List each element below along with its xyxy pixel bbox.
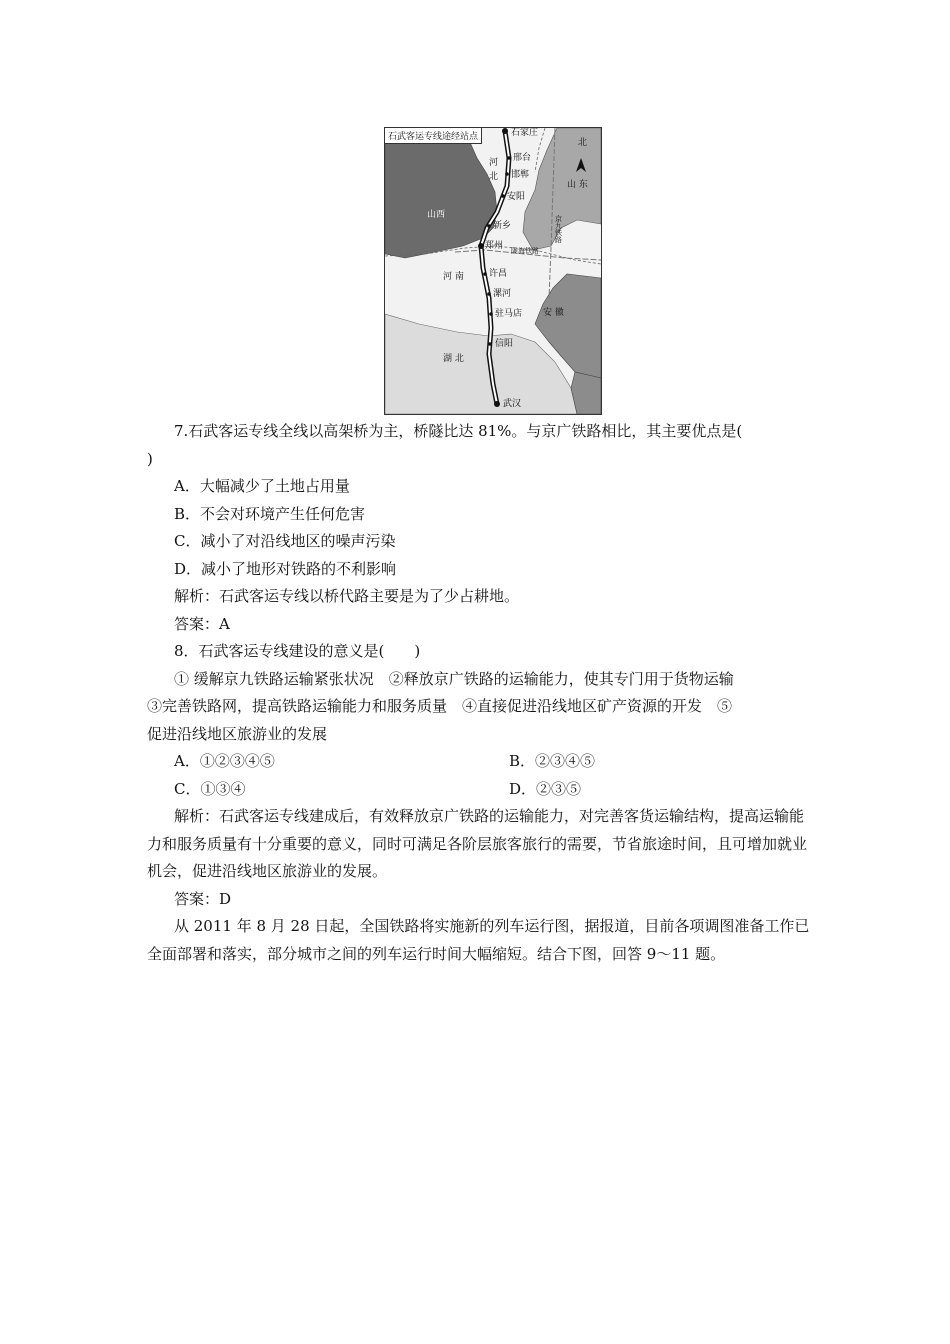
q7-option-d: D．减小了地形对铁路的不利影响 (174, 559, 397, 578)
q7-answer: 答案：A (174, 614, 230, 633)
q8-stem: 8．石武客运专线建设的意义是( ) (174, 642, 421, 660)
intro-9-11: 从 2011 年 8 月 28 日起，全国铁路将实施新的列车运行图，据报道，目前各项调图准备工作已全面部署和落实，部分城市之间的列车运行时间大幅缩短。结合下图，回答 9～11 题。 (147, 917, 810, 963)
station-dot-xingtai (507, 156, 511, 160)
q7-analysis: 解析：石武客运专线以桥代路主要是为了少占耕地。 (174, 587, 520, 605)
region-label-hebei-1: 河 (489, 158, 499, 168)
station-label: 石家庄 (511, 128, 539, 138)
station-label: 驻马店 (495, 309, 523, 319)
station-dot-xinxiang (487, 224, 491, 228)
q7-option-c: C．减小了对沿线地区的噪声污染 (174, 532, 396, 550)
q8-option-d: D．②③⑤ (509, 779, 582, 798)
north-label: 北 (578, 138, 588, 148)
region-label-hebei-2: 北 (489, 172, 499, 182)
q8-items-2: ③完善铁路网，提高铁路运输能力和服务质量 ④直接促进沿线地区矿产资源的开发 ⑤ (147, 697, 733, 715)
q8-answer: 答案：D (174, 889, 232, 908)
q7-stem-end: ) (147, 449, 153, 468)
railway-label-jingjiu: 京九铁路 (555, 215, 562, 244)
station-dot-wuhan (494, 401, 500, 407)
station-label: 新乡 (493, 221, 512, 231)
station-label: 郑州 (485, 241, 504, 251)
region-label-anhui: 安 徽 (543, 308, 564, 318)
q8-option-a: A．①②③④⑤ (174, 752, 275, 770)
q7-option-a: A．大幅减少了土地占用量 (174, 477, 350, 495)
q7-option-b: B．不会对环境产生任何危害 (174, 504, 366, 523)
q7-stem: 7.石武客运专线全线以高架桥为主，桥隧比达 81%。与京广铁路相比，其主要优点是( (174, 422, 743, 440)
q8-option-c: C．①③④ (174, 779, 246, 798)
station-dot-zhumadian (489, 312, 493, 316)
station-dot-xinyang (488, 342, 492, 346)
station-label: 许昌 (489, 269, 508, 279)
question-content (147, 418, 817, 968)
station-label: 漯河 (493, 289, 512, 299)
q8-option-b: B．②③④⑤ (509, 752, 596, 770)
station-label: 武汉 (503, 399, 522, 409)
station-dot-xuchang (483, 272, 487, 276)
station-label: 邢台 (513, 153, 532, 163)
region-label-shandong: 山 东 (567, 180, 588, 190)
station-dot-shijiazhuang (502, 128, 508, 134)
map-title: 石武客运专线途经站点 (385, 128, 482, 144)
region-label-shanxi: 山西 (427, 210, 446, 220)
region-label-henan: 河 南 (443, 272, 464, 282)
railway-label-longhai: 陇海铁路 (511, 247, 539, 255)
station-dot-luohe (487, 292, 491, 296)
station-dot-anyang (501, 194, 505, 198)
station-label: 邯郸 (511, 170, 530, 180)
q8-options-row-1 (147, 748, 817, 776)
q8-items-3: 促进沿线地区旅游业的发展 (147, 724, 328, 743)
station-dot-handan (505, 172, 509, 176)
q8-options-row-2 (147, 776, 817, 804)
q8-analysis: 解析：石武客运专线建成后，有效释放京广铁路的运输能力，对完善客货运输结构，提高运输能力和服务质量有十分重要的意义，同时可满足各阶层旅客旅行的需要，节省旅途时间，且可增加就业机会，促进沿线地区旅游业的发展。 (147, 807, 808, 880)
region-label-hubei: 湖 北 (443, 354, 464, 364)
railway-map (384, 127, 602, 415)
q8-items-1: ① 缓解京九铁路运输紧张状况 ②释放京广铁路的运输能力，使其专门用于货物运输 (174, 669, 734, 688)
station-label: 安阳 (507, 192, 526, 202)
station-label: 信阳 (495, 339, 514, 349)
east-region (571, 372, 601, 414)
shanxi-region (385, 128, 497, 258)
station-dot-zhengzhou (478, 243, 484, 249)
